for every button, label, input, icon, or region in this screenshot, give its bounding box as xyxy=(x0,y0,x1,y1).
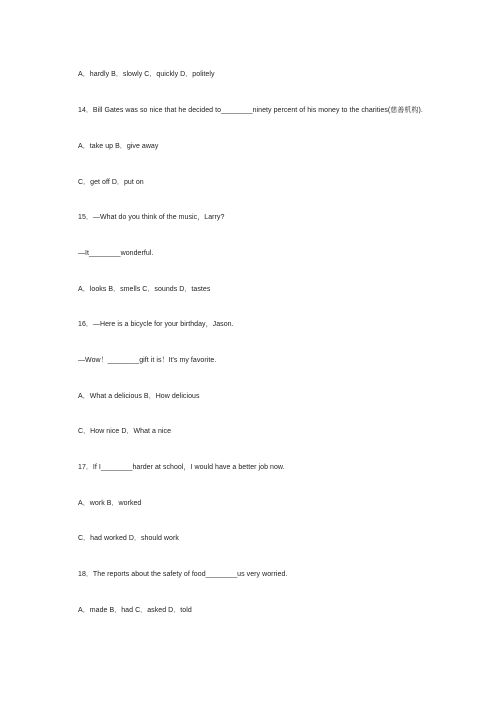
q13-options: A．hardly B．slowly C．quickly D．politely xyxy=(78,71,215,78)
q14-question: 14．Bill Gates was so nice that he decided to________ninety percent of his money to the charities(慈善机构). xyxy=(78,107,423,114)
q18-options: A．made B．had C．asked D．told xyxy=(78,607,192,614)
q16-options-cd: C．How nice D．What a nice xyxy=(78,428,172,435)
q15-question: 15．—What do you think of the music，Larry? xyxy=(78,214,225,221)
q15-answer-line: —It________wonderful. xyxy=(78,250,154,257)
q16-answer-line: —Wow！________gift it is！It's my favorite. xyxy=(78,357,217,364)
q17-options-cd: C．had worked D．should work xyxy=(78,535,179,542)
q15-options: A．looks B．smells C．sounds D．tastes xyxy=(78,286,211,293)
q14-options-ab: A．take up B．give away xyxy=(78,143,159,150)
q18-question: 18．The reports about the safety of food________us very worried. xyxy=(78,571,288,578)
q14-options-cd: C．get off D．put on xyxy=(78,179,144,186)
q16-question: 16．—Here is a bicycle for your birthday，Jason. xyxy=(78,321,234,328)
q17-question: 17．If I________harder at school，I would have a better job now. xyxy=(78,464,285,471)
q17-options-ab: A．work B．worked xyxy=(78,500,142,507)
q16-options-ab: A．What a delicious B．How delicious xyxy=(78,393,200,400)
